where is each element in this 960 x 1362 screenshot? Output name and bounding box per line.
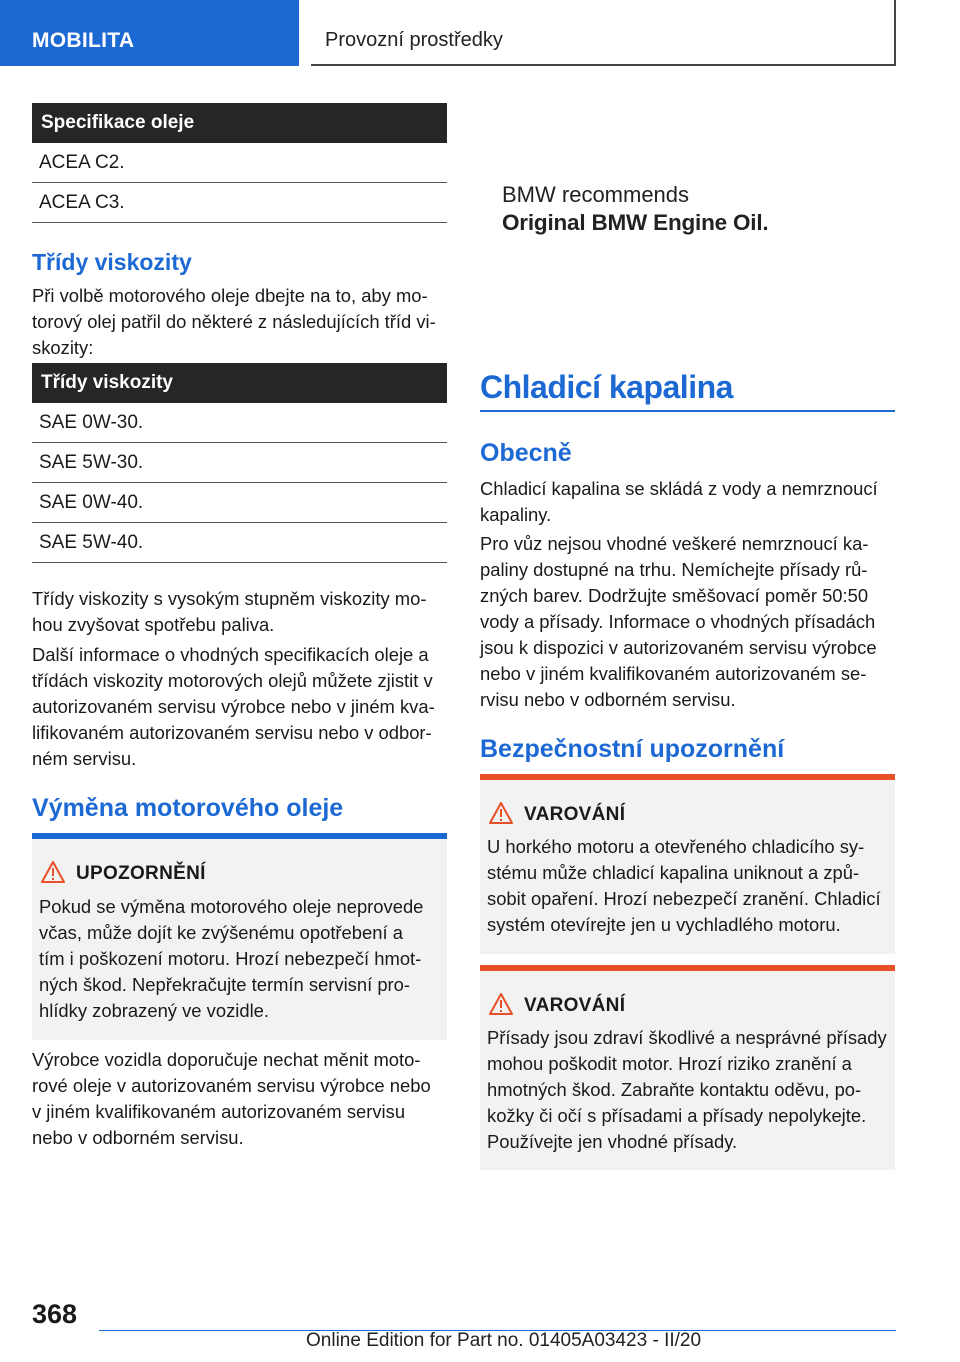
table-row: SAE 0W-40. [32,483,447,523]
warning-body [487,834,892,938]
table-header: Třídy viskozity [32,363,447,403]
general-paragraph-1 [480,476,895,528]
general-heading: Obecně [480,439,572,467]
warning-box-2 [480,965,895,1170]
text-line: ném servisu. [32,748,137,769]
table-row: ACEA C2. [32,143,447,183]
text-line: kapaliny. [480,504,552,525]
warning-title: VAROVÁNÍ [524,995,626,1016]
text-line: mohou poškodit motor. Hrozí riziko zranění a [487,1053,852,1074]
viscosity-note [32,586,447,638]
warning-bar [480,965,895,971]
notice-box [32,833,447,1040]
warning-bar [480,774,895,780]
text-line: rvisu nebo v odborném servisu. [480,689,736,710]
general-paragraph-2 [480,531,895,713]
safety-heading: Bezpečnostní upozornění [480,735,785,763]
text-line: Chladicí kapalina se skládá z vody a nemrznoucí [480,478,878,499]
text-line: Další informace o vhodných specifikacích oleje a [32,644,429,665]
notice-body [39,894,444,1024]
text-line: Pro vůz nejsou vhodné veškeré nemrznoucí ka- [480,533,869,554]
warning-title: VAROVÁNÍ [524,804,626,825]
ad-line-1: BMW recommends [502,182,690,207]
text-line: jsou k dispozici v autorizovaném servisu výrobce [480,637,877,658]
text-line: paliny dostupné na trhu. Nemíchejte přísady rů- [480,559,868,580]
warning-triangle-icon [489,802,513,824]
text-line: Pokud se výměna motorového oleje neprovede [39,896,424,917]
notice-bar [32,833,447,839]
text-line: skozity: [32,337,94,358]
table-row: SAE 0W-30. [32,403,447,443]
chapter-title: Provozní prostředky [325,29,503,51]
text-line: v jiném kvalifikovaném autorizovaném servisu [32,1101,406,1122]
oil-spec-table [32,103,447,223]
warning-triangle-icon [489,993,513,1015]
text-line: rové oleje v autorizovaném servisu výrobce nebo [32,1075,431,1096]
text-line: hmotných škod. Zabraňte kontaktu oděvu, po- [487,1079,862,1100]
recommendation-paragraph [32,1047,447,1151]
text-line: systém otevírejte jen u vychladlého motoru. [487,914,841,935]
text-line: hou zvyšovat spotřebu paliva. [32,614,275,635]
text-line: kožky či očí s přísadami a přísady nepolykejte. [487,1105,867,1126]
warning-body [487,1025,892,1155]
text-line: třídách viskozity motorových olejů můžete zjistit v [32,670,433,691]
text-line: zných barev. Dodržujte směšovací poměr 50:50 [480,585,869,606]
text-line: U horkého motoru a otevřeného chladicího sy- [487,836,865,857]
warning-triangle-icon [41,861,65,883]
table-row: SAE 5W-30. [32,443,447,483]
text-line: Přísady jsou zdraví škodlivé a nesprávné přísady [487,1027,887,1048]
text-line: vody a přísady. Informace o vhodných přísadách [480,611,876,632]
text-line: nebo v odborném servisu. [32,1127,244,1148]
text-line: Při volbě motorového oleje dbejte na to, aby mo- [32,285,428,306]
warning-box-1 [480,774,895,954]
text-line: Používejte jen vhodné přísady. [487,1131,738,1152]
oil-info-paragraph [32,642,447,772]
text-line: nebo v jiném kvalifikovaném autorizovaném se- [480,663,867,684]
text-line: autorizovaném servisu výrobce nebo v jiném kva- [32,696,435,717]
text-line: hlídky zobrazený ve vozidle. [39,1000,269,1021]
oil-change-heading: Výměna motorového oleje [32,794,344,822]
bmw-oil-ad [502,182,802,236]
notice-title: UPOZORNĚNÍ [76,863,206,884]
text-line: tím i poškození motoru. Hrozí nebezpečí hmot- [39,948,422,969]
chapter-header [311,0,896,66]
viscosity-intro [32,283,447,361]
section-title: MOBILITA [32,29,135,52]
viscosity-table [32,363,447,563]
table-header: Specifikace oleje [32,103,447,143]
ad-line-2: Original BMW Engine Oil. [502,210,769,235]
viscosity-heading: Třídy viskozity [32,249,192,275]
text-line: sobit opaření. Hrozí nebezpečí zranění. Chladicí [487,888,881,909]
heading-rule [480,410,895,412]
text-line: Třídy viskozity s vysokým stupněm viskozity mo- [32,588,427,609]
table-row: SAE 5W-40. [32,523,447,563]
section-tab [0,0,299,66]
page-number: 368 [32,1299,78,1329]
text-line: včas, může dojít ke zvýšenému opotřebení a [39,922,403,943]
text-line: torový olej patřil do některé z následujících tříd vi- [32,311,436,332]
text-line: lifikovaném autorizovaném servisu nebo v odbor- [32,722,432,743]
text-line: Výrobce vozidla doporučuje nechat měnit moto- [32,1049,421,1070]
edition-link[interactable]: Online Edition for Part no. 01405A03423 - II/20 [306,1330,702,1351]
text-line: ných škod. Nepřekračujte termín servisní pro- [39,974,411,995]
table-row: ACEA C3. [32,183,447,223]
text-line: stému může chladicí kapalina uniknout a způ- [487,862,860,883]
coolant-heading: Chladicí kapalina [480,369,733,405]
